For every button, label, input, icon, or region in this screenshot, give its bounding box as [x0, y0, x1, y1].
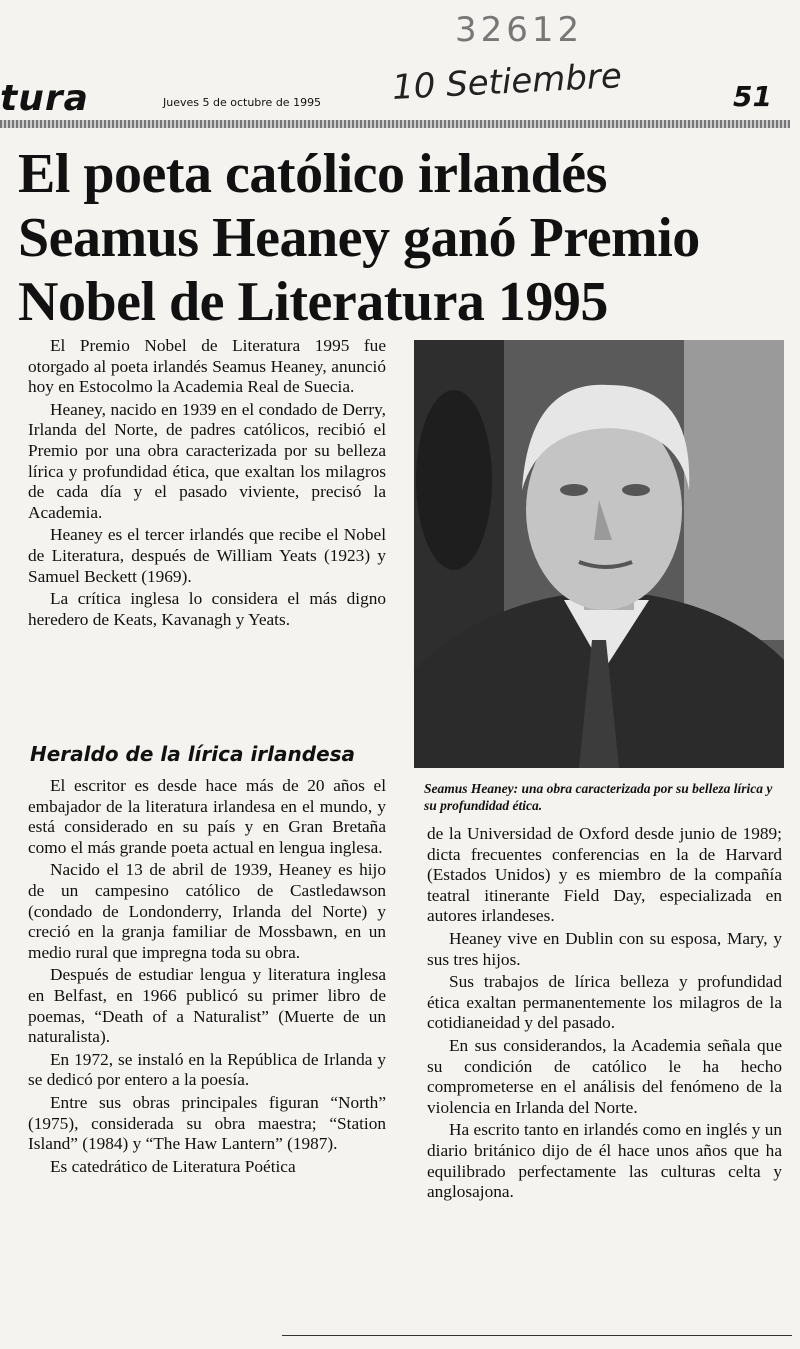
article-paragraph: Nacido el 13 de abril de 1939, Heaney es hijo de un campesino católico de Castledawson (condado de Londonderry, Irlanda del Norte) y creció en la granja familiar de Mossbawn, en un medio rural que impregna toda su obra. — [28, 860, 386, 962]
article-paragraph: El escritor es desde hace más de 20 años el embajador de la literatura irlandesa en el mundo, y está considerado en su país y en Gran Bretaña como el más grande poeta actual en lengua inglesa. — [28, 776, 386, 857]
article-paragraph: La crítica inglesa lo considera el más digno heredero de Keats, Kavanagh y Yeats. — [28, 589, 386, 629]
section-name: tura — [0, 78, 89, 119]
article-paragraph: Heaney, nacido en 1939 en el condado de Derry, Irlanda del Norte, de padres católicos, recibió el Premio por una obra caracterizada por su belleza lírica y profundidad ética, que exaltan los milagros de cada día y el pasado viviente, precisó la Academia. — [28, 399, 386, 522]
article-paragraph: Sus trabajos de lírica belleza y profundidad ética exaltan permanentemente los milagros de la cotidianeidad y del pasado. — [427, 972, 782, 1033]
portrait-photo — [414, 340, 784, 768]
article-left-column — [28, 776, 386, 1179]
article-right-column — [427, 824, 782, 1205]
headline-line: El poeta católico irlandés — [18, 143, 607, 205]
article-paragraph: Entre sus obras principales figuran “North” (1975), considerada su obra maestra; “Station Island” (1984) y “The Haw Lantern” (1987). — [28, 1092, 386, 1154]
headline-line: Seamus Heaney ganó Premio — [18, 207, 700, 269]
photo-caption: Seamus Heaney: una obra caracterizada por su belleza lírica y su profundidad ética. — [424, 781, 773, 813]
article-paragraph: Heaney vive en Dublin con su esposa, Mary, y sus tres hijos. — [427, 928, 782, 969]
archive-number-annotation: 32612 — [455, 10, 584, 50]
article-paragraph: Ha escrito tanto en irlandés como en inglés y un diario británico dijo de él hace unos años que ha equilibrado perfectamente las culturas celta y anglosajona. — [427, 1120, 782, 1202]
article-paragraph: Después de estudiar lengua y literatura inglesa en Belfast, en 1966 publicó su primer libro de poemas, “Death of a Naturalist” (Muerte de un naturalista). — [28, 965, 386, 1047]
article-paragraph: Es catedrático de Literatura Poética — [50, 1156, 296, 1176]
portrait-illustration — [414, 340, 784, 768]
article-paragraph: Heaney es el tercer irlandés que recibe el Nobel de Literatura, después de William Yeats (1923) y Samuel Beckett (1969). — [28, 525, 386, 586]
masthead-rule — [0, 120, 790, 128]
article-subhead: Heraldo de la lírica irlandesa — [30, 742, 356, 766]
headline-line: Nobel de Literatura 1995 — [18, 271, 608, 333]
bottom-rule — [282, 1335, 792, 1336]
article-paragraph: de la Universidad de Oxford desde junio de 1989; dicta frecuentes conferencias en la de Harvard (Estados Unidos) y es miembro de la compañía teatral itinerante Field Day, especializada en autores irlandeses. — [427, 824, 782, 926]
issue-date: Jueves 5 de octubre de 1995 — [163, 96, 322, 109]
article-paragraph: En sus considerandos, la Academia señala que su condición de católico le ha hecho comprometerse en el análisis del fenómeno de la violencia en Irlanda del Norte. — [427, 1035, 782, 1117]
article-intro-column — [28, 336, 386, 632]
masthead — [0, 78, 800, 118]
page-number: 51 — [733, 80, 772, 113]
handwritten-date-annotation: 10 Setiembre — [391, 56, 623, 108]
article-paragraph: En 1972, se instaló en la República de Irlanda y se dedicó por entero a la poesía. — [28, 1049, 386, 1090]
article-paragraph: El Premio Nobel de Literatura 1995 fue otorgado al poeta irlandés Seamus Heaney, anunció hoy en Estocolmo la Academia Real de Suecia. — [28, 336, 386, 397]
headline — [18, 142, 788, 334]
